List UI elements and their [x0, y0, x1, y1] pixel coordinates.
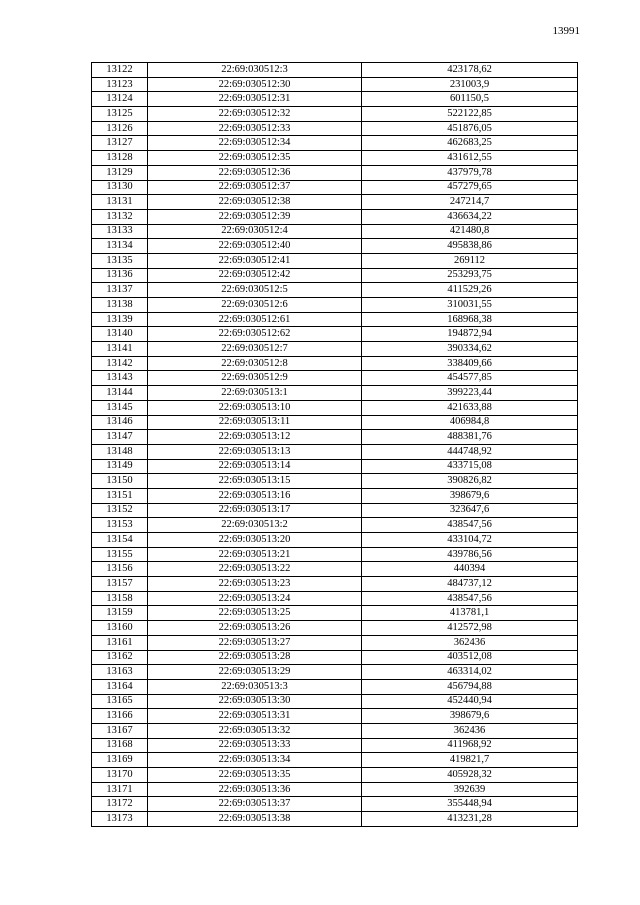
row-number-cell: 13143: [92, 371, 148, 386]
cadastral-number-cell: 22:69:030513:10: [148, 400, 362, 415]
row-number-cell: 13156: [92, 562, 148, 577]
row-number-cell: 13168: [92, 738, 148, 753]
table-row: [92, 753, 578, 768]
row-number-cell: 13125: [92, 107, 148, 122]
row-number-cell: 13159: [92, 606, 148, 621]
value-cell: 362436: [362, 723, 578, 738]
row-number-cell: 13124: [92, 92, 148, 107]
table-row: [92, 812, 578, 827]
row-number-cell: 13150: [92, 474, 148, 489]
table-row: [92, 635, 578, 650]
table-row: [92, 312, 578, 327]
table-row: [92, 342, 578, 357]
value-cell: 398679,6: [362, 488, 578, 503]
table-row: [92, 386, 578, 401]
cadastral-number-cell: 22:69:030512:3: [148, 63, 362, 78]
cadastral-number-cell: 22:69:030513:11: [148, 415, 362, 430]
table-body: [92, 63, 578, 827]
row-number-cell: 13152: [92, 503, 148, 518]
table-row: [92, 209, 578, 224]
row-number-cell: 13158: [92, 591, 148, 606]
table-row: [92, 547, 578, 562]
row-number-cell: 13142: [92, 356, 148, 371]
value-cell: 412572,98: [362, 621, 578, 636]
value-cell: 411968,92: [362, 738, 578, 753]
value-cell: 463314,02: [362, 665, 578, 680]
value-cell: 423178,62: [362, 63, 578, 78]
table-row: [92, 63, 578, 78]
cadastral-number-cell: 22:69:030513:1: [148, 386, 362, 401]
row-number-cell: 13154: [92, 533, 148, 548]
cadastral-number-cell: 22:69:030513:17: [148, 503, 362, 518]
cadastral-number-cell: 22:69:030513:14: [148, 459, 362, 474]
row-number-cell: 13148: [92, 444, 148, 459]
value-cell: 437979,78: [362, 165, 578, 180]
table-row: [92, 474, 578, 489]
value-cell: 438547,56: [362, 591, 578, 606]
value-cell: 362436: [362, 635, 578, 650]
cadastral-number-cell: 22:69:030513:12: [148, 430, 362, 445]
table-row: [92, 665, 578, 680]
value-cell: 421480,8: [362, 224, 578, 239]
table-row: [92, 195, 578, 210]
row-number-cell: 13147: [92, 430, 148, 445]
row-number-cell: 13173: [92, 812, 148, 827]
cadastral-number-cell: 22:69:030513:13: [148, 444, 362, 459]
cadastral-number-cell: 22:69:030512:4: [148, 224, 362, 239]
row-number-cell: 13139: [92, 312, 148, 327]
row-number-cell: 13151: [92, 488, 148, 503]
cadastral-number-cell: 22:69:030512:33: [148, 121, 362, 136]
table-row: [92, 533, 578, 548]
row-number-cell: 13132: [92, 209, 148, 224]
row-number-cell: 13161: [92, 635, 148, 650]
row-number-cell: 13126: [92, 121, 148, 136]
cadastral-number-cell: 22:69:030512:40: [148, 239, 362, 254]
value-cell: 601150,5: [362, 92, 578, 107]
row-number-cell: 13129: [92, 165, 148, 180]
cadastral-number-cell: 22:69:030513:30: [148, 694, 362, 709]
value-cell: 247214,7: [362, 195, 578, 210]
value-cell: 522122,85: [362, 107, 578, 122]
value-cell: 419821,7: [362, 753, 578, 768]
value-cell: 433715,08: [362, 459, 578, 474]
value-cell: 323647,6: [362, 503, 578, 518]
table-row: [92, 562, 578, 577]
table-row: [92, 107, 578, 122]
table-row: [92, 224, 578, 239]
row-number-cell: 13133: [92, 224, 148, 239]
data-table: [91, 62, 578, 827]
value-cell: 431612,55: [362, 151, 578, 166]
cadastral-number-cell: 22:69:030513:21: [148, 547, 362, 562]
row-number-cell: 13160: [92, 621, 148, 636]
row-number-cell: 13165: [92, 694, 148, 709]
cadastral-number-cell: 22:69:030512:42: [148, 268, 362, 283]
row-number-cell: 13130: [92, 180, 148, 195]
table-row: [92, 444, 578, 459]
table-row: [92, 694, 578, 709]
cadastral-number-cell: 22:69:030513:16: [148, 488, 362, 503]
table-row: [92, 430, 578, 445]
table-row: [92, 151, 578, 166]
row-number-cell: 13144: [92, 386, 148, 401]
row-number-cell: 13123: [92, 77, 148, 92]
row-number-cell: 13131: [92, 195, 148, 210]
cadastral-number-cell: 22:69:030512:8: [148, 356, 362, 371]
cadastral-number-cell: 22:69:030512:31: [148, 92, 362, 107]
value-cell: 488381,76: [362, 430, 578, 445]
cadastral-number-cell: 22:69:030513:22: [148, 562, 362, 577]
cadastral-number-cell: 22:69:030513:38: [148, 812, 362, 827]
cadastral-number-cell: 22:69:030512:62: [148, 327, 362, 342]
row-number-cell: 13164: [92, 679, 148, 694]
cadastral-number-cell: 22:69:030512:39: [148, 209, 362, 224]
cadastral-number-cell: 22:69:030513:20: [148, 533, 362, 548]
cadastral-number-cell: 22:69:030512:41: [148, 253, 362, 268]
table-row: [92, 679, 578, 694]
table-row: [92, 738, 578, 753]
cadastral-number-cell: 22:69:030513:15: [148, 474, 362, 489]
cadastral-number-cell: 22:69:030512:9: [148, 371, 362, 386]
table-row: [92, 723, 578, 738]
table-row: [92, 488, 578, 503]
row-number-cell: 13127: [92, 136, 148, 151]
cadastral-number-cell: 22:69:030512:34: [148, 136, 362, 151]
row-number-cell: 13166: [92, 709, 148, 724]
cadastral-number-cell: 22:69:030513:26: [148, 621, 362, 636]
cadastral-number-cell: 22:69:030512:61: [148, 312, 362, 327]
row-number-cell: 13157: [92, 577, 148, 592]
table-row: [92, 577, 578, 592]
row-number-cell: 13128: [92, 151, 148, 166]
row-number-cell: 13155: [92, 547, 148, 562]
cadastral-number-cell: 22:69:030512:35: [148, 151, 362, 166]
value-cell: 433104,72: [362, 533, 578, 548]
table-row: [92, 768, 578, 783]
row-number-cell: 13135: [92, 253, 148, 268]
table-row: [92, 709, 578, 724]
cadastral-number-cell: 22:69:030513:28: [148, 650, 362, 665]
row-number-cell: 13167: [92, 723, 148, 738]
value-cell: 444748,92: [362, 444, 578, 459]
row-number-cell: 13134: [92, 239, 148, 254]
value-cell: 405928,32: [362, 768, 578, 783]
value-cell: 398679,6: [362, 709, 578, 724]
value-cell: 399223,44: [362, 386, 578, 401]
table-row: [92, 459, 578, 474]
table-row: [92, 782, 578, 797]
value-cell: 392639: [362, 782, 578, 797]
table-row: [92, 621, 578, 636]
table-row: [92, 327, 578, 342]
cadastral-number-cell: 22:69:030512:30: [148, 77, 362, 92]
cadastral-number-cell: 22:69:030512:7: [148, 342, 362, 357]
table-row: [92, 356, 578, 371]
row-number-cell: 13138: [92, 298, 148, 313]
row-number-cell: 13172: [92, 797, 148, 812]
cadastral-number-cell: 22:69:030512:32: [148, 107, 362, 122]
row-number-cell: 13145: [92, 400, 148, 415]
cadastral-number-cell: 22:69:030512:6: [148, 298, 362, 313]
value-cell: 454577,85: [362, 371, 578, 386]
table-row: [92, 503, 578, 518]
row-number-cell: 13146: [92, 415, 148, 430]
cadastral-number-cell: 22:69:030513:24: [148, 591, 362, 606]
table-row: [92, 400, 578, 415]
table-row: [92, 136, 578, 151]
table-row: [92, 650, 578, 665]
table-row: [92, 92, 578, 107]
cadastral-number-cell: 22:69:030513:37: [148, 797, 362, 812]
cadastral-number-cell: 22:69:030512:36: [148, 165, 362, 180]
table-row: [92, 371, 578, 386]
cadastral-number-cell: 22:69:030512:5: [148, 283, 362, 298]
cadastral-number-cell: 22:69:030512:37: [148, 180, 362, 195]
page-number: 13991: [552, 25, 580, 37]
value-cell: 462683,25: [362, 136, 578, 151]
cadastral-number-cell: 22:69:030513:33: [148, 738, 362, 753]
table-row: [92, 180, 578, 195]
row-number-cell: 13169: [92, 753, 148, 768]
data-table-container: [91, 62, 577, 827]
row-number-cell: 13163: [92, 665, 148, 680]
value-cell: 403512,08: [362, 650, 578, 665]
row-number-cell: 13162: [92, 650, 148, 665]
value-cell: 168968,38: [362, 312, 578, 327]
value-cell: 338409,66: [362, 356, 578, 371]
cadastral-number-cell: 22:69:030513:23: [148, 577, 362, 592]
table-row: [92, 606, 578, 621]
value-cell: 413231,28: [362, 812, 578, 827]
value-cell: 451876,05: [362, 121, 578, 136]
table-row: [92, 239, 578, 254]
value-cell: 411529,26: [362, 283, 578, 298]
row-number-cell: 13141: [92, 342, 148, 357]
cadastral-number-cell: 22:69:030513:3: [148, 679, 362, 694]
cadastral-number-cell: 22:69:030513:31: [148, 709, 362, 724]
row-number-cell: 13153: [92, 518, 148, 533]
row-number-cell: 13137: [92, 283, 148, 298]
table-row: [92, 77, 578, 92]
table-row: [92, 591, 578, 606]
table-row: [92, 268, 578, 283]
cadastral-number-cell: 22:69:030513:27: [148, 635, 362, 650]
value-cell: 421633,88: [362, 400, 578, 415]
value-cell: 231003,9: [362, 77, 578, 92]
table-row: [92, 797, 578, 812]
value-cell: 390826,82: [362, 474, 578, 489]
cadastral-number-cell: 22:69:030513:25: [148, 606, 362, 621]
row-number-cell: 13149: [92, 459, 148, 474]
row-number-cell: 13171: [92, 782, 148, 797]
value-cell: 439786,56: [362, 547, 578, 562]
value-cell: 436634,22: [362, 209, 578, 224]
cadastral-number-cell: 22:69:030513:29: [148, 665, 362, 680]
value-cell: 406984,8: [362, 415, 578, 430]
value-cell: 495838,86: [362, 239, 578, 254]
table-row: [92, 283, 578, 298]
table-row: [92, 415, 578, 430]
value-cell: 452440,94: [362, 694, 578, 709]
value-cell: 310031,55: [362, 298, 578, 313]
cadastral-number-cell: 22:69:030513:34: [148, 753, 362, 768]
value-cell: 457279,65: [362, 180, 578, 195]
value-cell: 269112: [362, 253, 578, 268]
table-row: [92, 121, 578, 136]
value-cell: 355448,94: [362, 797, 578, 812]
row-number-cell: 13140: [92, 327, 148, 342]
value-cell: 484737,12: [362, 577, 578, 592]
row-number-cell: 13170: [92, 768, 148, 783]
value-cell: 390334,62: [362, 342, 578, 357]
value-cell: 413781,1: [362, 606, 578, 621]
value-cell: 438547,56: [362, 518, 578, 533]
cadastral-number-cell: 22:69:030513:35: [148, 768, 362, 783]
row-number-cell: 13122: [92, 63, 148, 78]
cadastral-number-cell: 22:69:030513:32: [148, 723, 362, 738]
cadastral-number-cell: 22:69:030513:36: [148, 782, 362, 797]
value-cell: 253293,75: [362, 268, 578, 283]
table-row: [92, 165, 578, 180]
value-cell: 440394: [362, 562, 578, 577]
table-row: [92, 298, 578, 313]
table-row: [92, 253, 578, 268]
row-number-cell: 13136: [92, 268, 148, 283]
table-row: [92, 518, 578, 533]
cadastral-number-cell: 22:69:030513:2: [148, 518, 362, 533]
value-cell: 194872,94: [362, 327, 578, 342]
value-cell: 456794,88: [362, 679, 578, 694]
cadastral-number-cell: 22:69:030512:38: [148, 195, 362, 210]
